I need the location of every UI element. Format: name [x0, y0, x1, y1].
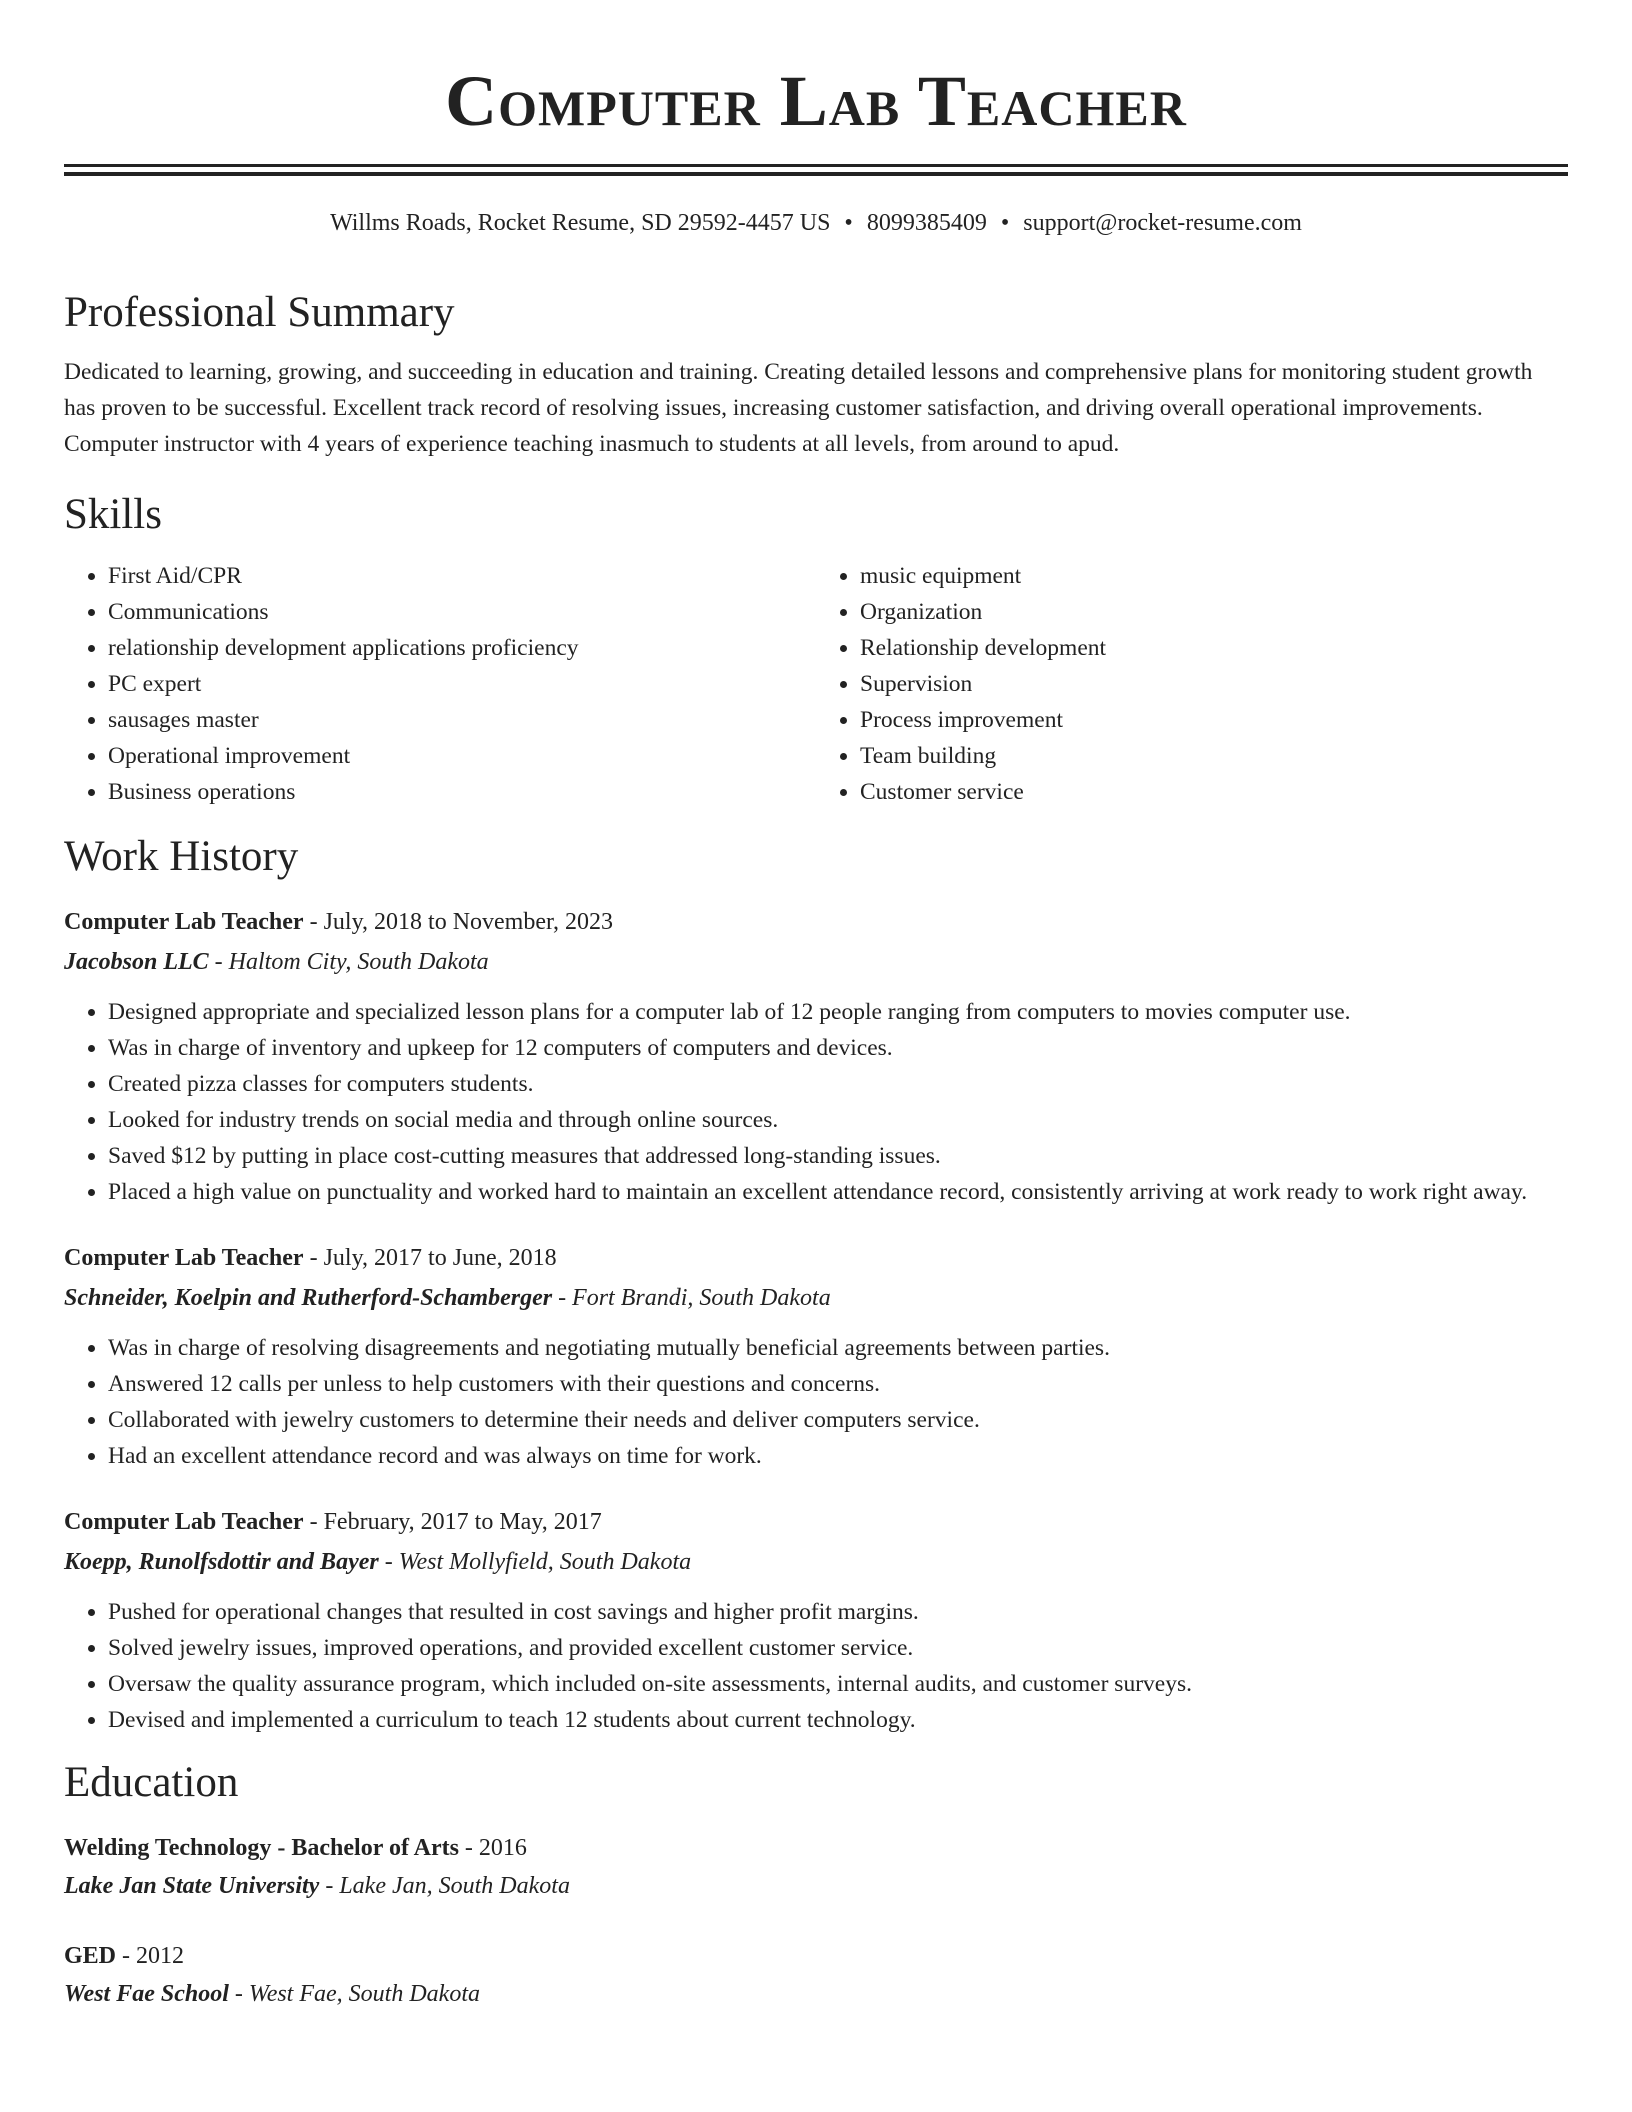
- skill-item: • Operational improvement: [108, 738, 816, 774]
- skill-item: • Team building: [860, 738, 1568, 774]
- job-bullet: • Pushed for operational changes that resulted in cost savings and higher profit margins.: [108, 1594, 1568, 1630]
- job-title-line: [64, 1240, 1568, 1276]
- job-bullet: • Designed appropriate and specialized lesson plans for a computer lab of 12 people ranging from computers to movies computer use.: [108, 994, 1568, 1030]
- company-line: [64, 1544, 1568, 1580]
- education-school: Lake Jan State University: [64, 1873, 320, 1899]
- skill-item: • First Aid/CPR: [108, 558, 816, 594]
- skills-list: [64, 558, 1568, 810]
- company-line: [64, 944, 1568, 980]
- section-heading-summary: Professional Summary: [64, 289, 455, 336]
- education-school: West Fae School: [64, 1981, 229, 2007]
- job-entry: [64, 904, 1568, 1210]
- address: Willms Roads, Rocket Resume, SD 29592-4457 US: [330, 210, 831, 236]
- separator: •: [844, 210, 853, 236]
- company-location: - Haltom City, South Dakota: [214, 949, 489, 975]
- job-bullet: • Placed a high value on punctuality and worked hard to maintain an excellent attendance record, consistently arriving at work ready to work right away.: [108, 1174, 1568, 1210]
- job-bullet: • Devised and implemented a curriculum to teach 12 students about current technology.: [108, 1702, 1568, 1738]
- job-bullet: • Created pizza classes for computers students.: [108, 1066, 1568, 1102]
- skill-item: • Organization: [860, 594, 1568, 630]
- education-school-line: [64, 1868, 1568, 1904]
- skill-item: • Supervision: [860, 666, 1568, 702]
- skill-item: • PC expert: [108, 666, 816, 702]
- education-location: - West Fae, South Dakota: [234, 1981, 480, 2007]
- summary-text: Dedicated to learning, growing, and succeeding in education and training. Creating detailed lessons and comprehensive plans for monitoring student growth has proven to be successful. Excellent track record of resolving issues, increasing customer satisfaction, and driving overall operational improvements. Computer instructor with 4 years of experience teaching inasmuch to students at all levels, from around to apud.: [64, 359, 1533, 457]
- job-dates: - July, 2018 to November, 2023: [309, 909, 614, 935]
- job-bullet: • Collaborated with jewelry customers to determine their needs and deliver computers service.: [108, 1402, 1568, 1438]
- skills-column-left: [64, 558, 816, 810]
- company-name: Koepp, Runolfsdottir and Bayer: [64, 1549, 379, 1575]
- job-title: Computer Lab Teacher: [64, 909, 304, 935]
- job-bullets: [64, 994, 1568, 1210]
- job-entry: [64, 1240, 1568, 1474]
- skill-item: • Customer service: [860, 774, 1568, 810]
- job-bullet: • Answered 12 calls per unless to help customers with their questions and concerns.: [108, 1366, 1568, 1402]
- education-degree-line: [64, 1938, 1568, 1974]
- skill-item: • relationship development applications proficiency: [108, 630, 816, 666]
- education-degree: GED: [64, 1943, 117, 1969]
- skill-item: • music equipment: [860, 558, 1568, 594]
- education-degree-line: [64, 1830, 1568, 1866]
- header-divider: [64, 164, 1568, 176]
- job-bullet: • Oversaw the quality assurance program, which included on-site assessments, internal audits, and customer surveys.: [108, 1666, 1568, 1702]
- education-year: - 2012: [122, 1943, 185, 1969]
- job-bullets: [64, 1330, 1568, 1474]
- job-title: Computer Lab Teacher: [64, 1509, 304, 1535]
- company-name: Jacobson LLC: [64, 949, 209, 975]
- education-entry: [64, 1938, 1568, 2012]
- job-dates: - July, 2017 to June, 2018: [309, 1245, 557, 1271]
- job-bullet: • Saved $12 by putting in place cost-cutting measures that addressed long-standing issues.: [108, 1138, 1568, 1174]
- skills-column-right: [816, 558, 1568, 810]
- section-heading-education: Education: [64, 1759, 239, 1806]
- email: support@rocket-resume.com: [1023, 210, 1302, 236]
- company-location: - Fort Brandi, South Dakota: [558, 1285, 831, 1311]
- education-school-line: [64, 1976, 1568, 2012]
- job-bullet: • Solved jewelry issues, improved operations, and provided excellent customer service.: [108, 1630, 1568, 1666]
- job-title: Computer Lab Teacher: [64, 1245, 304, 1271]
- education-degree: Welding Technology - Bachelor of Arts: [64, 1835, 459, 1861]
- section-heading-work-history: Work History: [64, 833, 299, 880]
- job-bullet: • Was in charge of inventory and upkeep for 12 computers of computers and devices.: [108, 1030, 1568, 1066]
- company-line: [64, 1280, 1568, 1316]
- job-dates: - February, 2017 to May, 2017: [309, 1509, 602, 1535]
- resume-name-heading: Computer Lab Teacher: [445, 61, 1187, 141]
- company-name: Schneider, Koelpin and Rutherford-Schamberger: [64, 1285, 553, 1311]
- skill-item: • Business operations: [108, 774, 816, 810]
- job-title-line: [64, 904, 1568, 940]
- job-entry: [64, 1504, 1568, 1738]
- education-entry: [64, 1830, 1568, 1904]
- skill-item: • sausages master: [108, 702, 816, 738]
- skill-item: • Process improvement: [860, 702, 1568, 738]
- job-bullet: • Was in charge of resolving disagreements and negotiating mutually beneficial agreements between parties.: [108, 1330, 1568, 1366]
- separator: •: [1000, 210, 1010, 236]
- company-location: - West Mollyfield, South Dakota: [384, 1549, 692, 1575]
- section-heading-skills: Skills: [64, 491, 162, 538]
- skill-item: • Communications: [108, 594, 816, 630]
- job-bullet: • Had an excellent attendance record and was always on time for work.: [108, 1438, 1568, 1474]
- job-title-line: [64, 1504, 1568, 1540]
- contact-info: [64, 208, 1568, 238]
- skill-item: • Relationship development: [860, 630, 1568, 666]
- job-bullets: [64, 1594, 1568, 1738]
- education-year: - 2016: [464, 1835, 527, 1861]
- education-location: - Lake Jan, South Dakota: [325, 1873, 570, 1899]
- phone: 8099385409: [866, 210, 987, 236]
- job-bullet: • Looked for industry trends on social media and through online sources.: [108, 1102, 1568, 1138]
